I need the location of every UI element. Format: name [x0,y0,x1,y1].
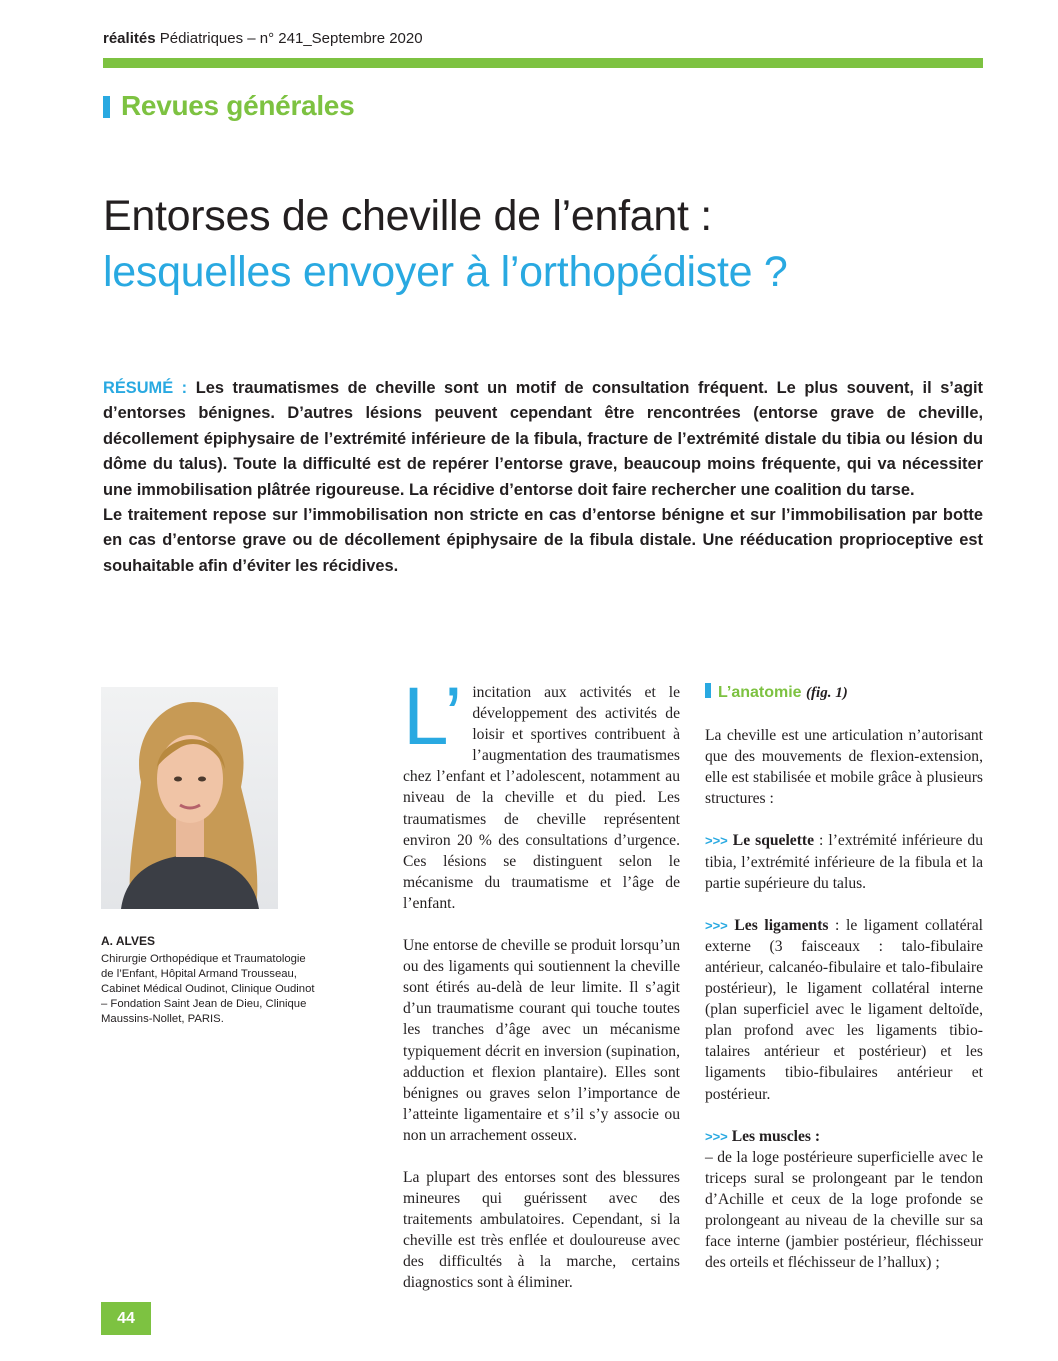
arrow-icon: >>> [705,917,728,933]
article-subtitle: lesquelles envoyer à l’orthopédiste ? [103,248,788,296]
header-rule [103,58,983,68]
body-paragraph: Une entorse de cheville se produit lorsqu’un ou des ligaments qui soutiennent la cheville sont étirés au-delà de leur limite. Il s’agit d’un traumatisme courant qui touche toutes les tranches d’âge avec un mécanisme typiquement décrit en inversion (supination, adduction et flexion plantaire). Elles sont bénignes ou graves selon l’importance de l’atteinte ligamentaire et s’il s’y associe ou non un arrachement osseux. [403,937,680,1144]
arrow-icon: >>> [705,1128,728,1144]
body-paragraph: La plupart des entorses sont des blessures mineures qui guérissent avec des traitements ambulatoires. Cependant, si la cheville est très enflée et douloureuse avec des difficultés à la marche, certains diagnostics sont à éliminer. [403,1168,680,1292]
journal-issue: Pédiatriques – n° 241_Septembre 2020 [159,30,423,47]
abstract [103,376,983,579]
anatomy-heading [705,682,983,704]
author-name: A. ALVES [101,934,156,948]
abstract-label: RÉSUMÉ : [103,379,188,397]
section-label: Revues générales [121,90,355,121]
anatomy-intro: La cheville est une articulation n’autorisant que des mouvements de flexion-extension, elle est stabilisée et mobile grâce à plusieurs structures : [705,727,983,808]
author-affiliation: Chirurgie Orthopédique et Traumatologie de l’Enfant, Hôpital Armand Trousseau, Cabinet Médical Oudinot, Clinique Oudinot – Fondation Saint Jean de Dieu, Clinique Maussins-Nollet, PARIS. [101,953,315,1025]
item-lead: Les ligaments [734,916,829,934]
body-paragraph [403,671,680,914]
item-lead: Les muscles : [731,1127,821,1145]
item-text: : le ligament collatéral externe (3 faisceaux : talo-fibulaire antérieur, calcanéo-fibulaire et talo-fibulaire postérieur), le ligament collatéral interne (plan superficiel avec le ligament deltoïde, plan profond avec les ligaments tibio-talaires antérieur et postérieur) et les ligaments tibio-fibulaires antérieur et postérieur. [705,916,983,1103]
abstract-text-1: Les traumatismes de cheville sont un motif de consultation fréquent. Le plus souvent, il s’agit d’entorses bénignes. D’autres lésions peuvent cependant être rencontrées (entorse grave de cheville, décollement épiphysaire de l’extrémité inférieure de la fibula, fracture de l’extrémité distale du tibia ou lésion du dôme du talus). Toute la difficulté est de repérer l’entorse grave, beaucoup moins fréquente, qui va nécessiter une immobilisation plâtrée rigoureuse. La récidive d’entorse doit faire rechercher une coalition du tarse. [103,379,983,499]
abstract-para-1 [103,376,983,503]
anatomy-item-skeleton [705,830,983,893]
abstract-para-2: Le traitement repose sur l’immobilisation non stricte en cas d’entorse bénigne et sur l’immobilisation par botte en cas d’entorse grave ou de décollement épiphysaire de la fibula distale. Une rééducation proprioceptive est souhaitable afin d’éviter les récidives. [103,506,983,575]
item-text: – de la loge postérieure superficielle avec le triceps sural se prolongeant par le tendon d’Achille et ceux de la loge profonde se prolongeant au niveau de la cheville sur sa face interne (jambier postérieur, fléchisseur des orteils et fléchisseur de l’hallux) ; [705,1148,983,1272]
page-number: 44 [101,1302,151,1335]
figure-reference: (fig. 1) [806,685,848,701]
drop-cap: L’ [403,671,463,762]
body-column-right [705,682,983,1273]
item-lead: Le squelette [732,832,815,850]
journal-header [103,30,423,47]
anatomy-item-ligaments [705,915,983,1105]
heading-marker [705,683,711,698]
item-text: : l’extrémité inférieure du tibia, l’extrémité inférieure de la fibula et la partie supérieure du talus. [705,832,983,892]
author-portrait-image [101,687,278,909]
arrow-icon: >>> [705,833,728,849]
section-marker [103,96,110,118]
body-paragraph-text: incitation aux activités et le développement des activités de loisir et sportives contribuent à l’augmentation des traumatismes chez l’enfant et l’adolescent, notamment au niveau de la cheville et du pied. Les traumatismes de cheville représentent environ 20 % des consultations d’urgence. Ces lésions se distinguent selon le mécanisme du traumatisme et l’âge de l’enfant. [403,684,680,912]
anatomy-heading-text: L’anatomie [718,684,802,701]
journal-brand: réalités [103,30,156,47]
anatomy-item-muscles [705,1126,983,1274]
author-photo [101,687,278,909]
body-column-middle [403,671,680,1294]
article-title: Entorses de cheville de l’enfant : [103,192,712,240]
